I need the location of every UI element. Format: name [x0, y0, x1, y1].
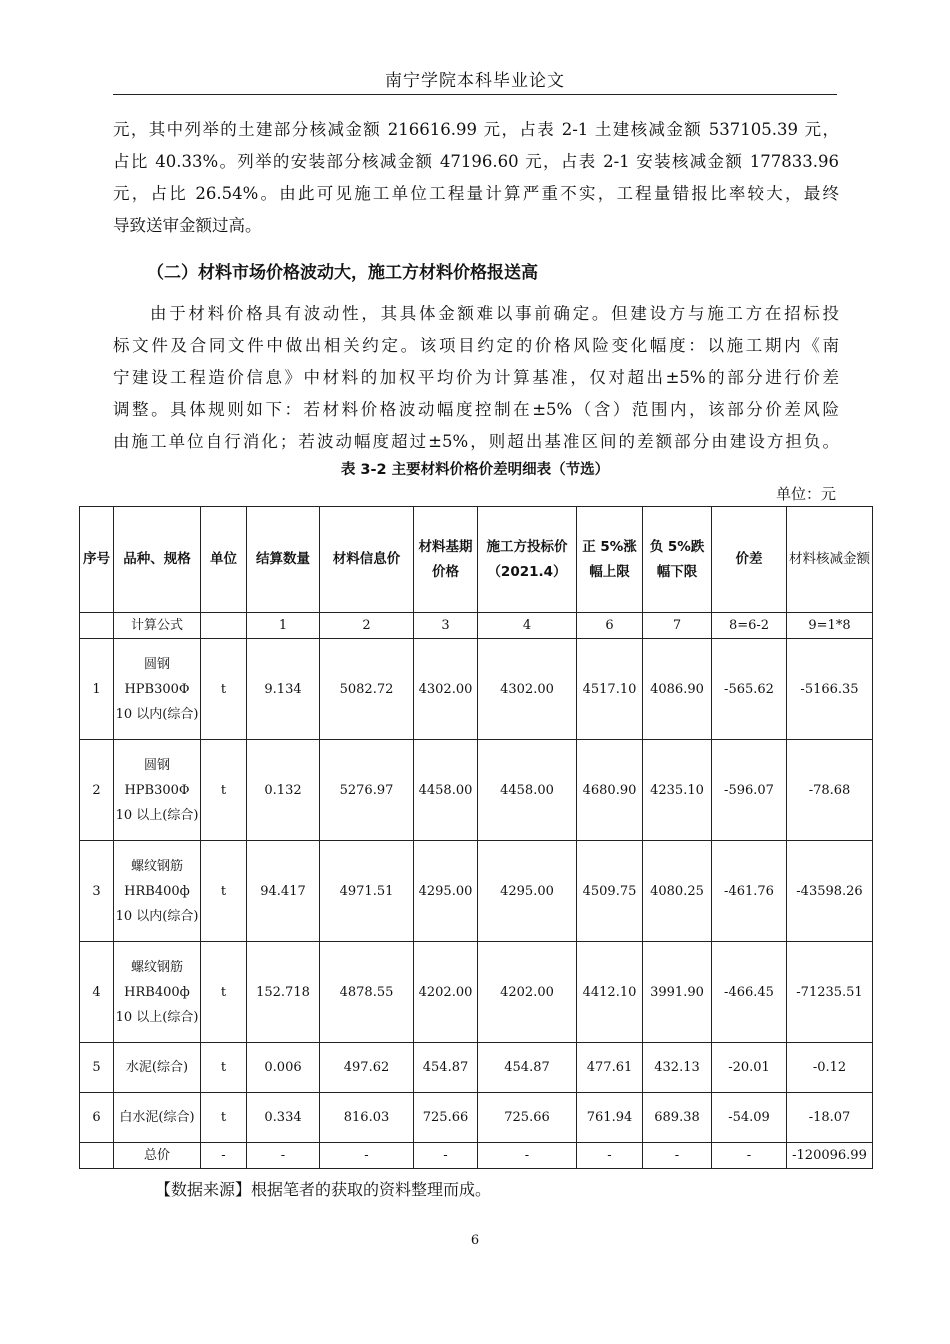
table-cell: - — [577, 1143, 643, 1169]
page-number: 6 — [470, 1233, 480, 1248]
header-cell: 结算数量 — [247, 507, 320, 613]
table-cell: 4680.90 — [577, 740, 643, 841]
table-cell: 圆钢 HPB300Φ 10 以上(综合) — [114, 740, 201, 841]
table-cell: 432.13 — [643, 1043, 712, 1093]
table-cell: 5276.97 — [320, 740, 414, 841]
table-cell: 725.66 — [478, 1093, 577, 1143]
table-cell: 1 — [247, 613, 320, 639]
table-unit: 单位：元 — [775, 485, 836, 503]
table-cell: 4412.10 — [577, 942, 643, 1043]
table-cell: -54.09 — [712, 1093, 787, 1143]
table-cell: t — [201, 1043, 247, 1093]
table-cell: 4302.00 — [414, 639, 478, 740]
table-cell: -20.01 — [712, 1043, 787, 1093]
table-cell: 8=6-2 — [712, 613, 787, 639]
table-cell: -461.76 — [712, 841, 787, 942]
header-cell: 材料信息价 — [320, 507, 414, 613]
paragraph-line: 由于材料价格具有波动性，其具体金额难以事前确定。但建设方与施工方在招标投 — [150, 304, 839, 323]
table-cell: - — [247, 1143, 320, 1169]
table-cell: -565.62 — [712, 639, 787, 740]
table-cell: - — [201, 1143, 247, 1169]
table-cell: 9=1*8 — [787, 613, 873, 639]
header-cell: 品种、规格 — [114, 507, 201, 613]
table-row — [80, 1043, 873, 1093]
paragraph-line: 调整。具体规则如下：若材料价格波动幅度控制在±5%（含）范围内，该部分价差风险 — [113, 400, 839, 419]
table-cell: 计算公式 — [114, 613, 201, 639]
header-cell: 正 5%涨幅上限 — [577, 507, 643, 613]
table-cell: 152.718 — [247, 942, 320, 1043]
table-cell: 761.94 — [577, 1093, 643, 1143]
table-cell: -18.07 — [787, 1093, 873, 1143]
table-cell: 4295.00 — [478, 841, 577, 942]
table-cell: 4458.00 — [414, 740, 478, 841]
header-cell: 施工方投标价（2021.4） — [478, 507, 577, 613]
table-cell: - — [414, 1143, 478, 1169]
table-cell: 白水泥(综合) — [114, 1093, 201, 1143]
table-cell: -0.12 — [787, 1043, 873, 1093]
table-cell: 6 — [80, 1093, 114, 1143]
table-cell: t — [201, 1093, 247, 1143]
table-cell — [80, 613, 114, 639]
table-cell: 454.87 — [414, 1043, 478, 1093]
table-cell: 725.66 — [414, 1093, 478, 1143]
table-cell: 4235.10 — [643, 740, 712, 841]
table-cell — [201, 613, 247, 639]
header-cell: 材料核减金额 — [787, 507, 873, 613]
table-row — [80, 1093, 873, 1143]
total-row — [80, 1143, 873, 1169]
table-cell: 7 — [643, 613, 712, 639]
table-cell: -5166.35 — [787, 639, 873, 740]
table-cell: 4202.00 — [414, 942, 478, 1043]
paragraph-line: 标文件及合同文件中做出相关约定。该项目约定的价格风险变化幅度：以施工期内《南 — [113, 336, 839, 355]
section-title: （二）材料市场价格波动大，施工方材料价格报送高 — [147, 263, 538, 283]
price-difference-table — [79, 506, 873, 1169]
table-cell: - — [643, 1143, 712, 1169]
table-cell — [80, 1143, 114, 1169]
paragraph-line: 由施工单位自行消化；若波动幅度超过±5%，则超出基准区间的差额部分由建设方担负。 — [113, 432, 839, 451]
table-cell: -43598.26 — [787, 841, 873, 942]
table-cell: 2 — [320, 613, 414, 639]
table-cell: -120096.99 — [787, 1143, 873, 1169]
table-cell: 3 — [414, 613, 478, 639]
table-cell: 4509.75 — [577, 841, 643, 942]
table-cell: 816.03 — [320, 1093, 414, 1143]
table-header-row — [80, 507, 873, 613]
table-cell: 94.417 — [247, 841, 320, 942]
table-cell: 4878.55 — [320, 942, 414, 1043]
table-cell: 497.62 — [320, 1043, 414, 1093]
table-cell: 1 — [80, 639, 114, 740]
table-cell: 477.61 — [577, 1043, 643, 1093]
table-cell: 5 — [80, 1043, 114, 1093]
table-cell: 2 — [80, 740, 114, 841]
header-cell: 负 5%跌幅下限 — [643, 507, 712, 613]
paragraph-line: 导致送审金额过高。 — [113, 216, 262, 235]
table-cell: -71235.51 — [787, 942, 873, 1043]
table-cell: 3 — [80, 841, 114, 942]
table-cell: 5082.72 — [320, 639, 414, 740]
table-cell: 4080.25 — [643, 841, 712, 942]
table-cell: 总价 — [114, 1143, 201, 1169]
header-title: 南宁学院本科毕业论文 — [385, 71, 565, 91]
paragraph-line: 占比 40.33%。列举的安装部分核减金额 47196.60 元，占表 2-1 安装核减金额 177833.96 — [113, 152, 839, 171]
table-cell: 689.38 — [643, 1093, 712, 1143]
header-cell: 材料基期价格 — [414, 507, 478, 613]
table-cell: 4971.51 — [320, 841, 414, 942]
paragraph-line: 元，占比 26.54%。由此可见施工单位工程量计算严重不实，工程量错报比率较大，最终 — [113, 184, 839, 203]
header-cell: 单位 — [201, 507, 247, 613]
table-cell: 454.87 — [478, 1043, 577, 1093]
table-cell: t — [201, 942, 247, 1043]
table-cell: t — [201, 639, 247, 740]
table-cell: t — [201, 740, 247, 841]
formula-row — [80, 613, 873, 639]
table-cell: 4517.10 — [577, 639, 643, 740]
table-cell: -78.68 — [787, 740, 873, 841]
source-note: 【数据来源】根据笔者的获取的资料整理而成。 — [155, 1180, 492, 1199]
table-cell: - — [320, 1143, 414, 1169]
table-cell: 4 — [478, 613, 577, 639]
table-cell: 4086.90 — [643, 639, 712, 740]
table-cell: 圆钢 HPB300Φ 10 以内(综合) — [114, 639, 201, 740]
paragraph-line: 宁建设工程造价信息》中材料的加权平均价为计算基准，仅对超出±5%的部分进行价差 — [113, 368, 839, 387]
table-cell: 4 — [80, 942, 114, 1043]
table-cell: 3991.90 — [643, 942, 712, 1043]
table-cell: -596.07 — [712, 740, 787, 841]
table-title: 表 3-2 主要材料价格价差明细表（节选） — [340, 462, 610, 478]
header-cell: 价差 — [712, 507, 787, 613]
table-cell: 9.134 — [247, 639, 320, 740]
table-cell: 水泥(综合) — [114, 1043, 201, 1093]
table-cell: 4202.00 — [478, 942, 577, 1043]
table-cell: 0.006 — [247, 1043, 320, 1093]
header-cell: 序号 — [80, 507, 114, 613]
paragraph-2 — [113, 298, 839, 458]
table-row — [80, 942, 873, 1043]
table-cell: -466.45 — [712, 942, 787, 1043]
table-cell: 0.132 — [247, 740, 320, 841]
table-row — [80, 841, 873, 942]
table-cell: 螺纹钢筋 HRB400ф 10 以上(综合) — [114, 942, 201, 1043]
table-cell: 4295.00 — [414, 841, 478, 942]
table-cell: 螺纹钢筋 HRB400ф 10 以内(综合) — [114, 841, 201, 942]
paragraph-1 — [113, 114, 839, 242]
table-cell: - — [478, 1143, 577, 1169]
paragraph-line: 元，其中列举的土建部分核减金额 216616.99 元，占表 2-1 土建核减金额 537105.39 元， — [113, 120, 839, 139]
table-row — [80, 639, 873, 740]
table-cell: - — [712, 1143, 787, 1169]
page-header — [113, 66, 837, 95]
table-cell: 4302.00 — [478, 639, 577, 740]
table-row — [80, 740, 873, 841]
table-cell: 4458.00 — [478, 740, 577, 841]
table-cell: 6 — [577, 613, 643, 639]
table-cell: t — [201, 841, 247, 942]
table-cell: 0.334 — [247, 1093, 320, 1143]
